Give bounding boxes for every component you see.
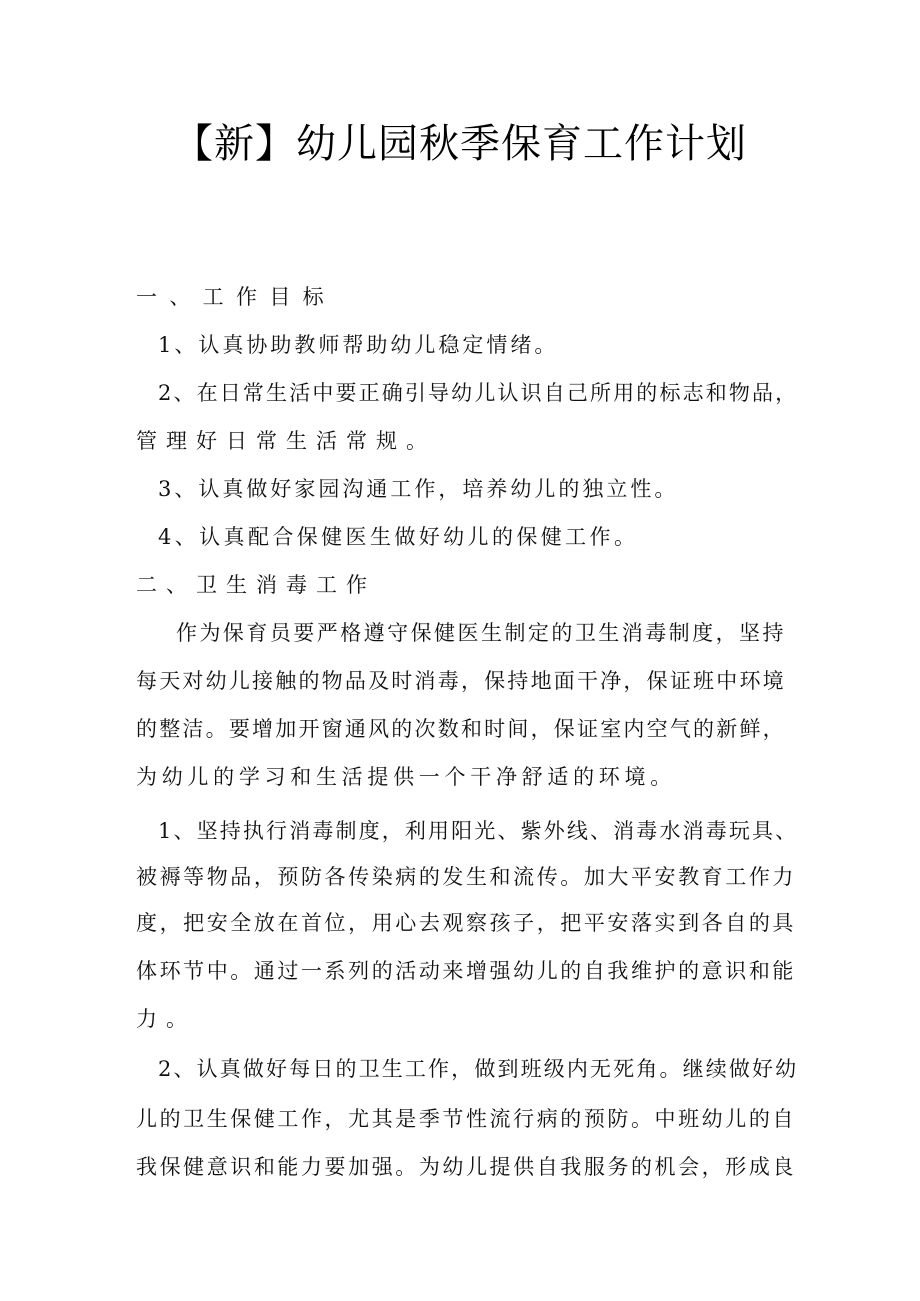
paragraph-line: 体环节中。通过一系列的活动来增强幼儿的自我维护的意识和能 — [136, 959, 796, 983]
paragraph-line: 每天对幼儿接触的物品及时消毒，保持地面干净，保证班中环境 — [136, 669, 786, 693]
paragraph-line: 力。 — [136, 1007, 196, 1031]
goal-item-1: 1、认真协助教师帮助幼儿稳定情绪。 — [158, 333, 559, 357]
goal-item-2: 2、在日常生活中要正确引导幼儿认识自己所用的标志和物品， — [158, 381, 799, 405]
paragraph-line: 被褥等物品，预防各传染病的发生和流传。加大平安教育工作力 — [136, 865, 796, 889]
paragraph-line: 我保健意识和能力要加强。为幼儿提供自我服务的机会，形成良 — [136, 1155, 796, 1179]
goal-item-4: 4、认真配合保健医生做好幼儿的保健工作。 — [158, 525, 639, 549]
paragraph-line: 作为保育员要严格遵守保健医生制定的卫生消毒制度，坚持 — [176, 621, 786, 645]
heading-goals: 一、工作目标 — [136, 285, 336, 309]
goal-item-2-cont: 管理好日常生活常规。 — [136, 429, 436, 453]
paragraph-line: 度，把安全放在首位，用心去观察孩子，把平安落实到各自的具 — [136, 911, 796, 935]
paragraph-line: 儿的卫生保健工作，尤其是季节性流行病的预防。中班幼儿的自 — [136, 1107, 796, 1131]
paragraph-line: 为幼儿的学习和生活提供一个干净舒适的环境。 — [136, 765, 676, 789]
heading-hygiene: 二、卫生消毒工作 — [136, 573, 376, 597]
goal-item-3: 3、认真做好家园沟通工作，培养幼儿的独立性。 — [158, 477, 679, 501]
hygiene-item-2: 2、认真做好每日的卫生工作，做到班级内无死角。继续做好幼 — [158, 1057, 799, 1081]
paragraph-line: 的整洁。要增加开窗通风的次数和时间，保证室内空气的新鲜， — [136, 717, 786, 741]
hygiene-item-1: 1、坚持执行消毒制度，利用阳光、紫外线、消毒水消毒玩具、 — [158, 819, 799, 843]
document-title: 【新】幼儿园秋季保育工作计划 — [173, 121, 747, 167]
